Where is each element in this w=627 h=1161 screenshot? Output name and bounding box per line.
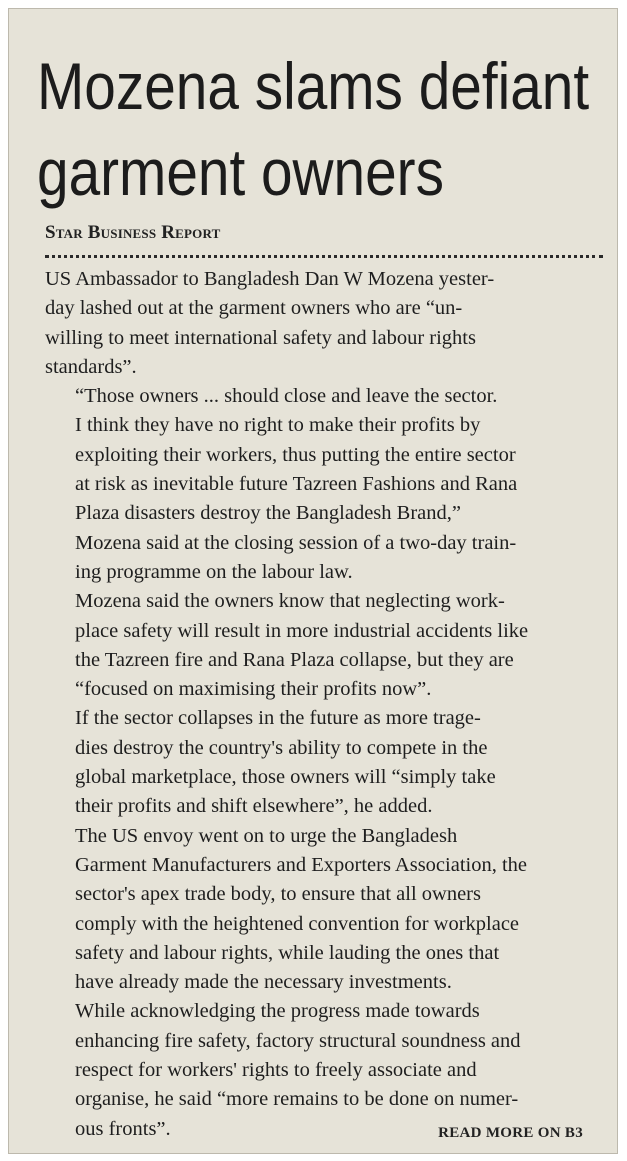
- article-paragraph: [45, 704, 605, 821]
- headline: [37, 43, 590, 215]
- text-line: US Ambassador to Bangladesh Dan W Mozena yester-: [45, 268, 495, 290]
- text-line: global marketplace, those owners will “simply take: [75, 766, 496, 789]
- article-paragraph: [45, 265, 605, 382]
- text-line: Mozena said at the closing session of a two-day train-: [75, 531, 517, 554]
- text-line: Mozena said the owners know that neglecting work-: [75, 590, 505, 613]
- text-line: dies destroy the country's ability to compete in the: [75, 736, 488, 759]
- text-line: Plaza disasters destroy the Bangladesh Brand,”: [75, 502, 461, 525]
- article-paragraph: [45, 587, 605, 704]
- text-line: willing to meet international safety and labour rights: [45, 326, 476, 349]
- text-line: “focused on maximising their profits now”.: [75, 678, 432, 701]
- text-line: exploiting their workers, thus putting the entire sector: [75, 443, 516, 466]
- article-clipping: [8, 8, 618, 1154]
- article-body: [45, 265, 605, 1144]
- text-line: enhancing fire safety, factory structural soundness and: [75, 1029, 521, 1052]
- article-paragraph: [45, 997, 605, 1143]
- text-line: safety and labour rights, while lauding the ones that: [75, 941, 500, 964]
- text-line: day lashed out at the garment owners who are “un-: [45, 297, 463, 320]
- text-line: place safety will result in more industrial accidents like: [75, 619, 529, 642]
- text-line: organise, he said “more remains to be done on numer-: [75, 1088, 519, 1111]
- text-line: at risk as inevitable future Tazreen Fashions and Rana: [75, 473, 518, 496]
- text-line: Garment Manufacturers and Exporters Association, the: [75, 853, 528, 876]
- headline-line: garment owners: [37, 135, 444, 209]
- text-line: I think they have no right to make their profits by: [75, 414, 481, 437]
- article-paragraph: [45, 382, 605, 587]
- dotted-divider: [45, 255, 603, 258]
- read-more-label: READ MORE ON B3: [438, 1125, 583, 1141]
- text-line: have already made the necessary investments.: [75, 971, 452, 994]
- text-line: ous fronts”.: [75, 1117, 171, 1140]
- text-line: If the sector collapses in the future as more trage-: [75, 707, 481, 730]
- text-line: ing programme on the labour law.: [75, 560, 353, 583]
- text-line: sector's apex trade body, to ensure that all owners: [75, 883, 481, 906]
- text-line: their profits and shift elsewhere”, he added.: [75, 795, 433, 818]
- text-line: “Those owners ... should close and leave the sector.: [75, 385, 498, 408]
- text-line: comply with the heightened convention for workplace: [75, 912, 520, 935]
- text-line: the Tazreen fire and Rana Plaza collapse, but they are: [75, 648, 514, 671]
- article-paragraph: [45, 822, 605, 998]
- text-line: respect for workers' rights to freely associate and: [75, 1059, 477, 1082]
- text-line: The US envoy went on to urge the Bangladesh: [75, 824, 458, 847]
- text-line: While acknowledging the progress made towards: [75, 1000, 480, 1023]
- byline: Star Business Report: [45, 222, 221, 243]
- text-line: standards”.: [45, 355, 137, 378]
- headline-line: Mozena slams defiant: [37, 49, 590, 123]
